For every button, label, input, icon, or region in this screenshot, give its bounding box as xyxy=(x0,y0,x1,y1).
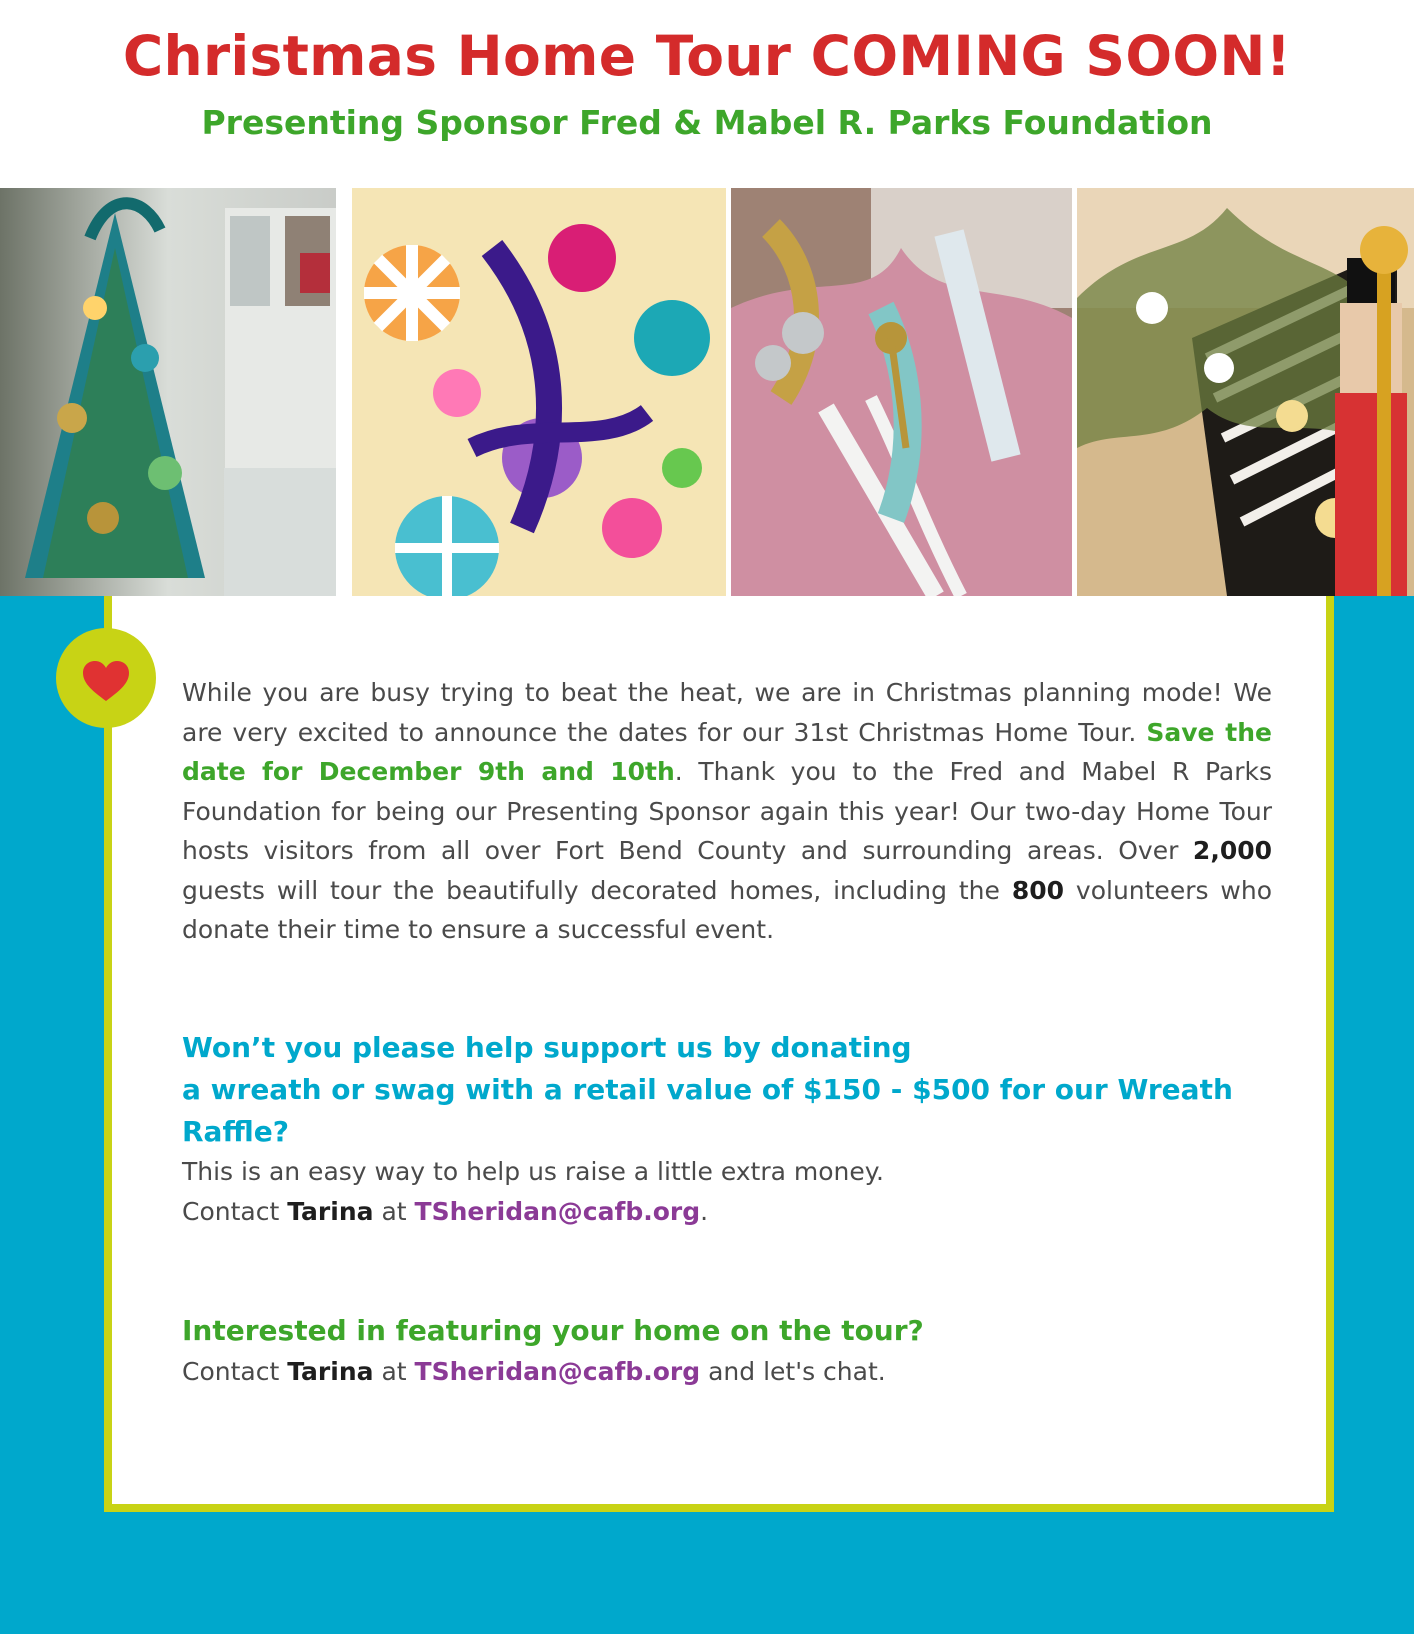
candy-ornaments-photo xyxy=(352,188,726,596)
contact-prefix: Contact xyxy=(182,1196,288,1226)
guest-count: 2,000 xyxy=(1192,836,1272,865)
easy-way-paragraph xyxy=(182,1152,1272,1231)
heart-icon xyxy=(82,660,130,702)
intro-text-start: While you are busy trying to beat the heat, we are in Christmas planning mode! We are very excited to announce the dates for our 31st Christmas Home Tour. xyxy=(182,678,1272,747)
wreath-request xyxy=(182,1027,1272,1153)
decorated-christmas-tree-photo xyxy=(0,188,336,596)
contact-at: at xyxy=(373,1196,415,1226)
feature-contact-prefix: Contact xyxy=(182,1357,288,1386)
feature-contact-suffix: and let's chat. xyxy=(700,1357,886,1386)
candy-ornaments-icon xyxy=(352,188,726,596)
feature-contact-line xyxy=(182,1352,1272,1392)
pastel-ornaments-photo xyxy=(731,188,1072,596)
contact-name: Tarina xyxy=(287,1196,374,1226)
save-the-date: Save the date for December 9th and 10th xyxy=(182,717,1272,786)
staircase-garland-nutcracker-photo xyxy=(1077,188,1414,596)
decorated-christmas-tree-icon xyxy=(0,188,336,596)
sponsor-subtitle: Presenting Sponsor Fred & Mabel R. Parks Foundation xyxy=(201,103,1213,142)
staircase-garland-nutcracker-icon xyxy=(1077,188,1414,596)
photo-strip xyxy=(0,188,1414,596)
feature-home-paragraph xyxy=(182,1310,1272,1392)
easy-way-line: This is an easy way to help us raise a little extra money. xyxy=(182,1157,884,1186)
feature-home-heading: Interested in featuring your home on the tour? xyxy=(182,1314,924,1347)
feature-contact-email-link[interactable]: TSheridan@cafb.org xyxy=(414,1357,701,1386)
wreath-request-line-2: a wreath or swag with a retail value of $150 - $500 for our Wreath Raffle? xyxy=(182,1073,1233,1148)
intro-text-end: volunteers who donate their time to ensure a successful event. xyxy=(182,875,1272,944)
feature-contact-at: at xyxy=(373,1357,415,1386)
intro-text-guests: guests will tour the beautifully decorated homes, including the xyxy=(182,875,1012,905)
feature-contact-name: Tarina xyxy=(287,1357,374,1386)
contact-suffix: . xyxy=(700,1196,709,1226)
page-header xyxy=(0,0,1414,188)
page-title: Christmas Home Tour COMING SOON! xyxy=(122,24,1292,88)
intro-paragraph xyxy=(182,673,1272,950)
intro-text-middle: . Thank you to the Fred and Mabel R Parks Foundation for being our Presenting Sponsor again this year! Our two-day Home Tour hosts visitors from all over Fort Bend County and surrounding areas. Over xyxy=(182,757,1272,865)
contact-line xyxy=(182,1192,1272,1232)
volunteer-count: 800 xyxy=(1011,875,1064,905)
pastel-ornaments-icon xyxy=(731,188,1072,596)
contact-email-link[interactable]: TSheridan@cafb.org xyxy=(414,1196,701,1226)
wreath-request-line-1: Won’t you please help support us by donating xyxy=(182,1031,912,1064)
heart-badge xyxy=(56,628,156,728)
